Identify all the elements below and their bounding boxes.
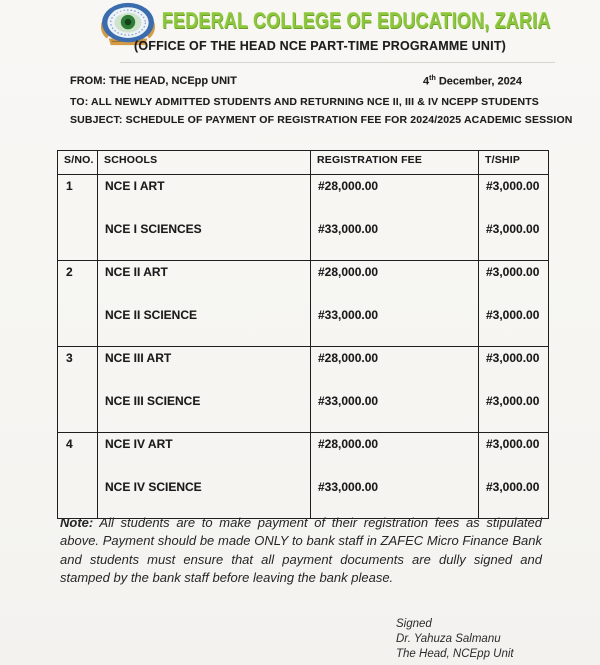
note-label: Note: [60, 515, 94, 530]
school-art-label: NCE III ART [105, 351, 172, 365]
table-row-nce-3 [58, 347, 549, 433]
school-art-label: NCE IV ART [105, 437, 173, 451]
tship-art-value: #3,000.00 [486, 351, 540, 365]
tship-art-value: #3,000.00 [486, 179, 540, 193]
cell-tship [479, 175, 549, 261]
cell-sno: 1 [58, 175, 98, 261]
note-body: All students are to make payment of their registration fees as stipulated above. Payment should be made ONLY to bank staff in ZAFEC Micro Finance Bank and students must ensure that all payment documents are dully signed and stamped by the bank staff before leaving the bank please. [60, 515, 542, 586]
tship-science-value: #3,000.00 [486, 308, 540, 322]
cell-registration-fee [311, 347, 479, 433]
from-and-date-row [70, 75, 522, 88]
cell-tship [479, 433, 549, 519]
cell-tship [479, 347, 549, 433]
tship-science-value: #3,000.00 [486, 394, 540, 408]
table-row-nce-1 [58, 175, 549, 261]
header-divider [120, 62, 555, 63]
fee-science-value: #33,000.00 [318, 394, 379, 408]
tship-art-value: #3,000.00 [486, 265, 540, 279]
date-ordinal-suffix: th [429, 75, 436, 82]
tship-art-value: #3,000.00 [486, 437, 540, 451]
office-subtitle: (OFFICE OF THE HEAD NCE PART-TIME PROGRAMME UNIT) [133, 39, 507, 53]
tship-science-value: #3,000.00 [486, 222, 540, 236]
cell-sno: 2 [58, 261, 98, 347]
to-line: TO: ALL NEWLY ADMITTED STUDENTS AND RETURNING NCE II, III & IV NCEPP STUDENTS [70, 96, 539, 108]
cell-registration-fee [311, 433, 479, 519]
cell-registration-fee [311, 261, 479, 347]
cell-schools [98, 261, 311, 347]
cell-sno: 3 [58, 347, 98, 433]
fee-art-value: #28,000.00 [318, 179, 379, 193]
subject-line: SUBJECT: SCHEDULE OF PAYMENT OF REGISTRATION FEE FOR 2024/2025 ACADEMIC SESSION [70, 114, 573, 126]
col-header-sno: S/NO. [58, 151, 98, 175]
fee-schedule-table [57, 150, 549, 519]
col-header-tship: T/SHIP [479, 151, 549, 175]
signature-block [396, 617, 514, 663]
from-line: FROM: THE HEAD, NCEpp UNIT [70, 75, 237, 87]
cell-tship [479, 261, 549, 347]
fee-art-value: #28,000.00 [318, 351, 379, 365]
table-row-nce-2 [58, 261, 549, 347]
fee-science-value: #33,000.00 [318, 480, 379, 494]
fee-science-value: #33,000.00 [318, 308, 379, 322]
col-header-schools: SCHOOLS [98, 151, 311, 175]
memo-date: 4th December, 2024 [423, 75, 522, 88]
table-row-nce-4 [58, 433, 549, 519]
signatory-title: The Head, NCEpp Unit [396, 648, 514, 661]
payment-note [60, 514, 542, 588]
school-science-label: NCE III SCIENCE [105, 394, 201, 408]
fee-science-value: #33,000.00 [318, 222, 379, 236]
cell-schools [98, 175, 311, 261]
cell-registration-fee [311, 175, 479, 261]
college-name-title: FEDERAL COLLEGE OF EDUCATION, ZARIA [162, 9, 551, 34]
school-science-label: NCE II SCIENCE [105, 308, 198, 322]
signatory-name: Dr. Yahuza Salmanu [396, 633, 501, 646]
signed-label: Signed [396, 618, 432, 630]
fee-art-value: #28,000.00 [318, 265, 379, 279]
fee-art-value: #28,000.00 [318, 437, 379, 451]
school-science-label: NCE I SCIENCES [105, 222, 202, 236]
col-header-registration-fee: REGISTRATION FEE [311, 151, 479, 175]
tship-science-value: #3,000.00 [486, 480, 540, 494]
table-header-row [58, 151, 549, 175]
cell-schools [98, 433, 311, 519]
school-science-label: NCE IV SCIENCE [105, 480, 202, 494]
cell-schools [98, 347, 311, 433]
school-art-label: NCE I ART [105, 179, 165, 193]
school-art-label: NCE II ART [105, 265, 168, 279]
cell-sno: 4 [58, 433, 98, 519]
